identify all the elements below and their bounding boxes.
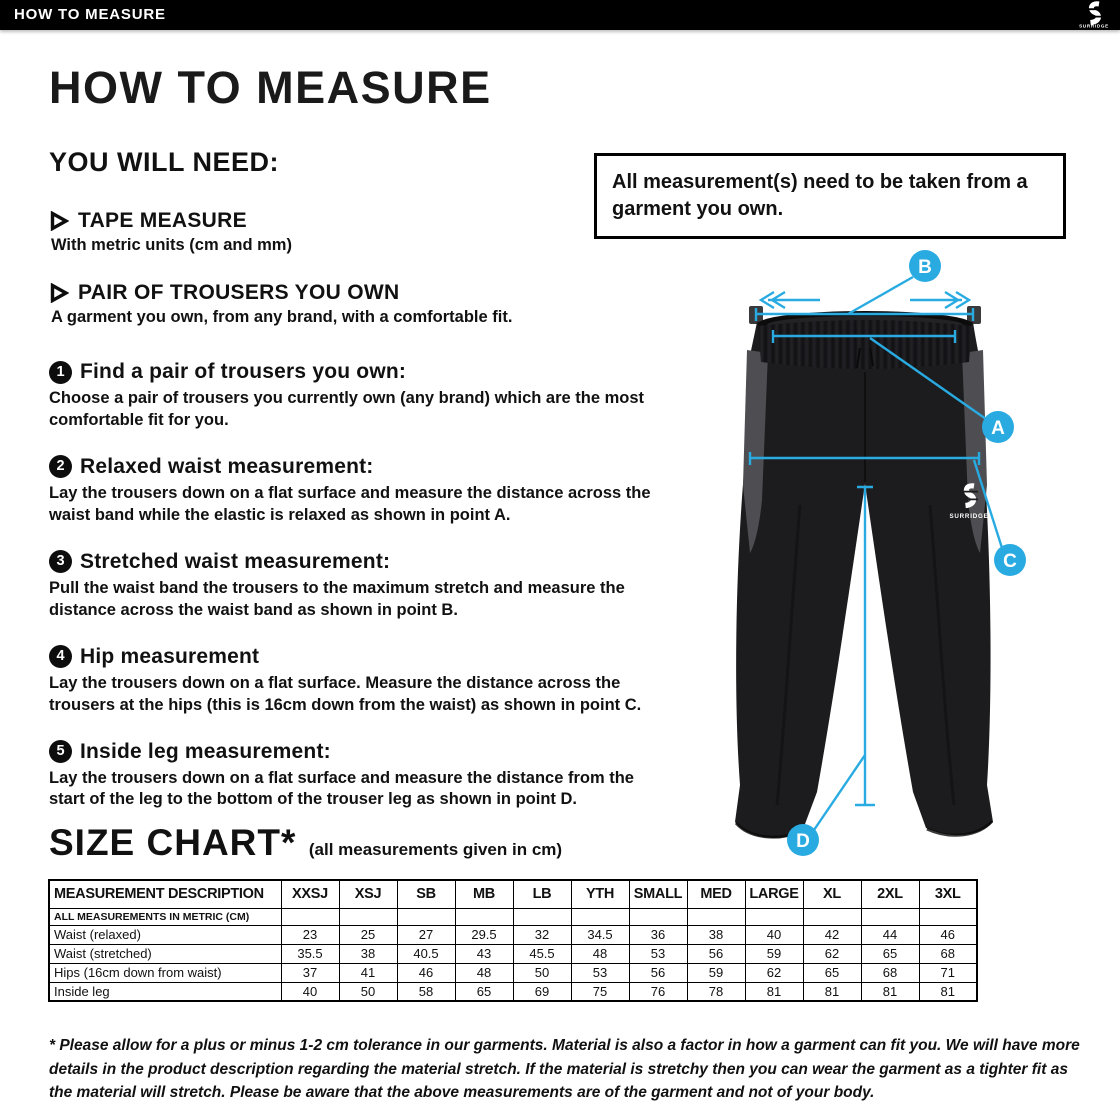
stretch-arrow-right: [910, 292, 969, 308]
size-value-cell: 81: [861, 982, 919, 1001]
size-value-cell: 53: [571, 963, 629, 982]
size-value-cell: 81: [803, 982, 861, 1001]
size-value-cell: 65: [861, 944, 919, 963]
size-value-cell: 43: [455, 944, 513, 963]
size-value-cell: 23: [281, 925, 339, 944]
size-value-cell: 69: [513, 982, 571, 1001]
table-row: [49, 963, 977, 982]
column-header: SMALL: [629, 880, 687, 908]
size-value-cell: 48: [455, 963, 513, 982]
size-value-cell: 35.5: [281, 944, 339, 963]
table-note-row: [49, 908, 977, 925]
size-value-cell: 48: [571, 944, 629, 963]
row-label: Waist (stretched): [49, 944, 281, 963]
size-value-cell: 65: [455, 982, 513, 1001]
table-row: [49, 925, 977, 944]
size-value-cell: 56: [629, 963, 687, 982]
need-item-tape-measure: [49, 209, 649, 255]
triangle-bullet-icon: [49, 211, 69, 231]
trousers-measurement-diagram: [730, 250, 1070, 870]
steps-list: [49, 360, 663, 834]
empty-cell: [687, 908, 745, 925]
column-header: YTH: [571, 880, 629, 908]
step-number-badge: 3: [49, 550, 72, 573]
size-value-cell: 40: [281, 982, 339, 1001]
size-value-cell: 32: [513, 925, 571, 944]
size-value-cell: 58: [397, 982, 455, 1001]
step-number-badge: 5: [49, 740, 72, 763]
top-bar: [0, 0, 1120, 30]
size-value-cell: 29.5: [455, 925, 513, 944]
badge-C-label: C: [1003, 551, 1017, 572]
row-label: Waist (relaxed): [49, 925, 281, 944]
empty-cell: [629, 908, 687, 925]
table-row: [49, 944, 977, 963]
column-header: 3XL: [919, 880, 977, 908]
size-value-cell: 46: [397, 963, 455, 982]
step-title: Relaxed waist measurement:: [80, 454, 374, 478]
column-header: XSJ: [339, 880, 397, 908]
column-header: LB: [513, 880, 571, 908]
step-number-badge: 2: [49, 455, 72, 478]
step-number-badge: 1: [49, 361, 72, 384]
column-header: SB: [397, 880, 455, 908]
size-value-cell: 68: [861, 963, 919, 982]
size-value-cell: 45.5: [513, 944, 571, 963]
step-body: Lay the trousers down on a flat surface. Measure the distance across the trousers at the hips (this is 16cm down from the waist) as shown in point C.: [49, 673, 642, 714]
need-item-description: A garment you own, from any brand, with a comfortable fit.: [51, 308, 513, 326]
triangle-bullet-icon: [49, 283, 69, 303]
leader-line-D: [814, 755, 865, 830]
column-header: LARGE: [745, 880, 803, 908]
empty-cell: [861, 908, 919, 925]
step-item: [49, 455, 663, 527]
table-row: [49, 982, 977, 1001]
column-header: MEASUREMENT DESCRIPTION: [49, 880, 281, 908]
footnote: * Please allow for a plus or minus 1-2 cm tolerance in our garments. Material is also a factor in how a garment can fit you. We will have more details in the product description regarding the material stretch. If the material is stretchy then you can wear the garment as a tighter fit as the material will stretch. Please be aware that the above measurements are of the garment and not of your body.: [49, 1037, 1080, 1102]
step-title: Find a pair of trousers you own:: [80, 360, 407, 383]
page-title: HOW TO MEASURE: [49, 62, 492, 113]
step-body: Lay the trousers down on a flat surface and measure the distance across the waist band while the elastic is relaxed as shown in point A.: [49, 483, 651, 524]
size-value-cell: 38: [339, 944, 397, 963]
badge-D-label: D: [796, 831, 810, 852]
size-value-cell: 40: [745, 925, 803, 944]
size-chart-heading: [49, 822, 562, 864]
column-header: 2XL: [861, 880, 919, 908]
step-item: [49, 550, 663, 622]
step-title: Inside leg measurement:: [80, 739, 331, 763]
table-header-row: [49, 880, 977, 908]
size-value-cell: 25: [339, 925, 397, 944]
empty-cell: [571, 908, 629, 925]
table-note-label: ALL MEASUREMENTS IN METRIC (CM): [49, 908, 281, 925]
need-item-trousers: [49, 281, 649, 327]
need-item-description: With metric units (cm and mm): [51, 236, 292, 254]
step-item: [49, 645, 663, 717]
column-header: MB: [455, 880, 513, 908]
row-label: Inside leg: [49, 982, 281, 1001]
step-body: Choose a pair of trousers you currently own (any brand) which are the most comfortable fit for you.: [49, 389, 645, 429]
column-header: MED: [687, 880, 745, 908]
size-value-cell: 41: [339, 963, 397, 982]
size-value-cell: 62: [803, 944, 861, 963]
surridge-logo-icon: [1074, 1, 1114, 29]
step-number-badge: 4: [49, 645, 72, 668]
step-item: [49, 740, 663, 812]
size-value-cell: 44: [861, 925, 919, 944]
size-value-cell: 50: [513, 963, 571, 982]
size-value-cell: 62: [745, 963, 803, 982]
badge-B-label: B: [918, 257, 932, 278]
size-value-cell: 36: [629, 925, 687, 944]
size-value-cell: 75: [571, 982, 629, 1001]
badge-A-label: A: [991, 418, 1005, 439]
row-label: Hips (16cm down from waist): [49, 963, 281, 982]
size-table-body: [49, 880, 977, 1001]
empty-cell: [455, 908, 513, 925]
size-value-cell: 81: [745, 982, 803, 1001]
empty-cell: [397, 908, 455, 925]
size-chart-subtitle: (all measurements given in cm): [308, 840, 563, 859]
size-value-cell: 81: [919, 982, 977, 1001]
size-value-cell: 46: [919, 925, 977, 944]
topbar-brand-text: SURRIDGE: [1079, 23, 1109, 29]
step-title: Hip measurement: [80, 644, 260, 668]
notice-box: All measurement(s) need to be taken from a garment you own.: [594, 153, 1066, 239]
size-value-cell: 34.5: [571, 925, 629, 944]
waistband-elastic: [758, 320, 972, 369]
empty-cell: [339, 908, 397, 925]
empty-cell: [513, 908, 571, 925]
step-body: Pull the waist band the trousers to the maximum stretch and measure the distance across the waist band as shown in point B.: [49, 578, 625, 619]
step-title: Stretched waist measurement:: [80, 549, 391, 573]
size-value-cell: 65: [803, 963, 861, 982]
size-value-cell: 68: [919, 944, 977, 963]
size-value-cell: 71: [919, 963, 977, 982]
size-value-cell: 38: [687, 925, 745, 944]
measure-line-D: [855, 487, 875, 805]
size-chart-title: SIZE CHART*: [49, 822, 297, 863]
size-value-cell: 56: [687, 944, 745, 963]
size-value-cell: 27: [397, 925, 455, 944]
size-value-cell: 78: [687, 982, 745, 1001]
need-item-label: PAIR OF TROUSERS YOU OWN: [78, 281, 400, 304]
leader-line-B: [848, 277, 913, 314]
column-header: XL: [803, 880, 861, 908]
empty-cell: [281, 908, 339, 925]
you-will-need-heading: YOU WILL NEED:: [49, 147, 280, 177]
size-value-cell: 40.5: [397, 944, 455, 963]
size-value-cell: 59: [745, 944, 803, 963]
empty-cell: [745, 908, 803, 925]
need-item-label: TAPE MEASURE: [78, 209, 247, 232]
empty-cell: [803, 908, 861, 925]
size-value-cell: 50: [339, 982, 397, 1001]
garment-logo-text: SURRIDGE: [949, 513, 989, 520]
empty-cell: [919, 908, 977, 925]
size-value-cell: 42: [803, 925, 861, 944]
step-body: Lay the trousers down on a flat surface and measure the distance from the start of the leg to the bottom of the trouser leg as shown in point D.: [49, 768, 634, 809]
size-value-cell: 53: [629, 944, 687, 963]
step-item: [49, 360, 663, 432]
size-table: [48, 879, 978, 1002]
size-value-cell: 37: [281, 963, 339, 982]
topbar-title: HOW TO MEASURE: [14, 6, 166, 23]
size-value-cell: 59: [687, 963, 745, 982]
stretch-arrow-left: [761, 292, 820, 308]
column-header: XXSJ: [281, 880, 339, 908]
size-value-cell: 76: [629, 982, 687, 1001]
